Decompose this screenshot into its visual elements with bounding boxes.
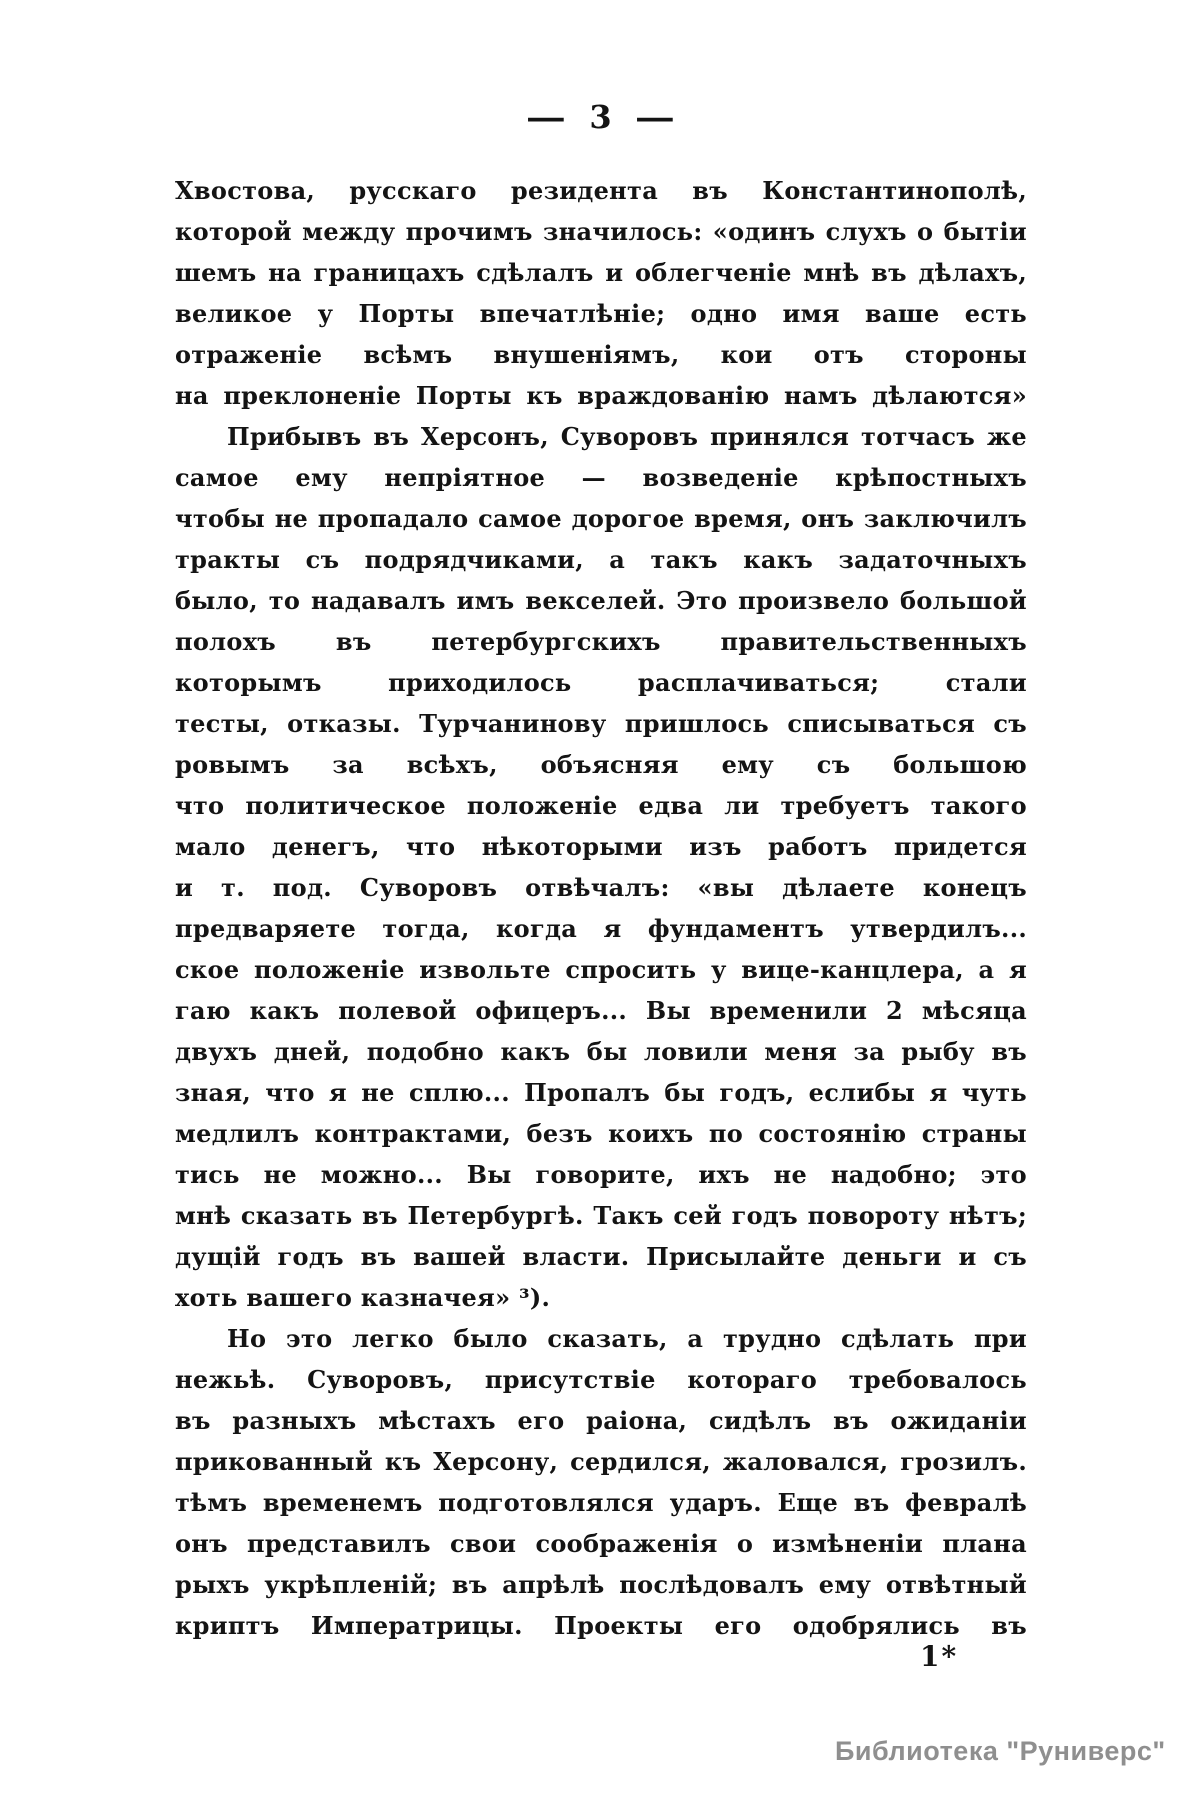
text-line: Прибывъ въ Херсонъ, Суворовъ принялся тотчасъ же <box>227 422 1027 451</box>
text-line: и т. под. Суворовъ отвѣчалъ: «вы дѣлаете конецъ <box>175 873 1027 902</box>
text-line: тись не можно... Вы говорите, ихъ не надобно; это <box>175 1160 1027 1189</box>
page-number: 3 <box>589 98 613 136</box>
signature-mark: 1* <box>920 1640 959 1673</box>
text-line: криптъ Императрицы. Проекты его одобрялись въ <box>175 1611 1027 1640</box>
text-line: ское положеніе извольте спросить у вице-канцлера, а я <box>175 955 1027 984</box>
text-line: дущій годъ въ вашей власти. Присылайте деньги и съ <box>175 1242 1027 1271</box>
text-line: самое ему непріятное — возведеніе крѣпостныхъ <box>175 463 1027 492</box>
text-line: которымъ приходилось расплачиваться; стали <box>175 668 1027 697</box>
text-line: на преклоненіе Порты къ враждованію намъ дѣлаются» <box>175 381 1027 410</box>
paragraph <box>175 170 1027 416</box>
text-line: двухъ дней, подобно какъ бы ловили меня за рыбу въ <box>175 1037 1027 1066</box>
text-line: тѣмъ временемъ подготовлялся ударъ. Еще въ февралѣ <box>175 1488 1027 1517</box>
text-line: которой между прочимъ значилось: «одинъ слухъ о бытіи <box>175 217 1027 246</box>
text-line: отраженіе всѣмъ внушеніямъ, кои отъ стороны <box>175 340 1027 369</box>
text-line: ровымъ за всѣхъ, объясняя ему съ большою <box>175 750 1027 779</box>
header-dash-left: — <box>526 98 568 136</box>
text-line: онъ представилъ свои соображенія о измѣненіи плана <box>175 1529 1027 1558</box>
text-line: Но это легко было сказать, а трудно сдѣлать при <box>227 1324 1027 1353</box>
paragraph <box>175 1318 1027 1646</box>
body-text <box>175 170 1027 1646</box>
text-line: Хвостова, русскаго резидента въ Константинополѣ, <box>175 176 1027 205</box>
text-line: медлилъ контрактами, безъ коихъ по состоянію страны <box>175 1119 1027 1148</box>
text-line: что политическое положеніе едва ли требуетъ такого <box>175 791 1027 820</box>
text-line: тесты, отказы. Турчанинову пришлось списываться съ <box>175 709 1027 738</box>
text-line: гаю какъ полевой офицеръ... Вы временили 2 мѣсяца <box>175 996 1027 1025</box>
text-line: предваряете тогда, когда я фундаментъ утвердилъ... <box>175 914 1027 943</box>
text-line: мнѣ сказать въ Петербургѣ. Такъ сей годъ повороту нѣтъ; <box>175 1201 1027 1230</box>
library-watermark: Библиотека "Руниверс" <box>835 1736 1166 1766</box>
text-line: было, то надавалъ имъ векселей. Это произвело большой <box>175 586 1027 615</box>
text-line: великое у Порты впечатлѣніе; одно имя ваше есть <box>175 299 1027 328</box>
text-line: полохъ въ петербургскихъ правительственныхъ <box>175 627 1027 656</box>
page-header <box>175 98 1027 136</box>
text-line: прикованный къ Херсону, сердился, жаловался, грозилъ. <box>175 1447 1027 1476</box>
text-line: нежьѣ. Суворовъ, присутствіе котораго требовалось <box>175 1365 1027 1394</box>
text-line: мало денегъ, что нѣкоторыми изъ работъ придется <box>175 832 1027 861</box>
text-line: шемъ на границахъ сдѣлалъ и облегченіе мнѣ въ дѣлахъ, <box>175 258 1027 287</box>
text-line: чтобы не пропадало самое дорогое время, онъ заключилъ <box>175 504 1027 533</box>
header-dash-right: — <box>634 98 676 136</box>
text-line: хоть вашего казначея» ³). <box>175 1283 551 1312</box>
paragraph <box>175 416 1027 1318</box>
text-line: тракты съ подрядчиками, а такъ какъ задаточныхъ <box>175 545 1027 574</box>
text-line: въ разныхъ мѣстахъ его раіона, сидѣлъ въ ожиданіи <box>175 1406 1027 1435</box>
text-line: зная, что я не сплю... Пропалъ бы годъ, еслибы я чуть <box>175 1078 1027 1107</box>
text-line: рыхъ укрѣпленій; въ апрѣлѣ послѣдовалъ ему отвѣтный <box>175 1570 1027 1599</box>
